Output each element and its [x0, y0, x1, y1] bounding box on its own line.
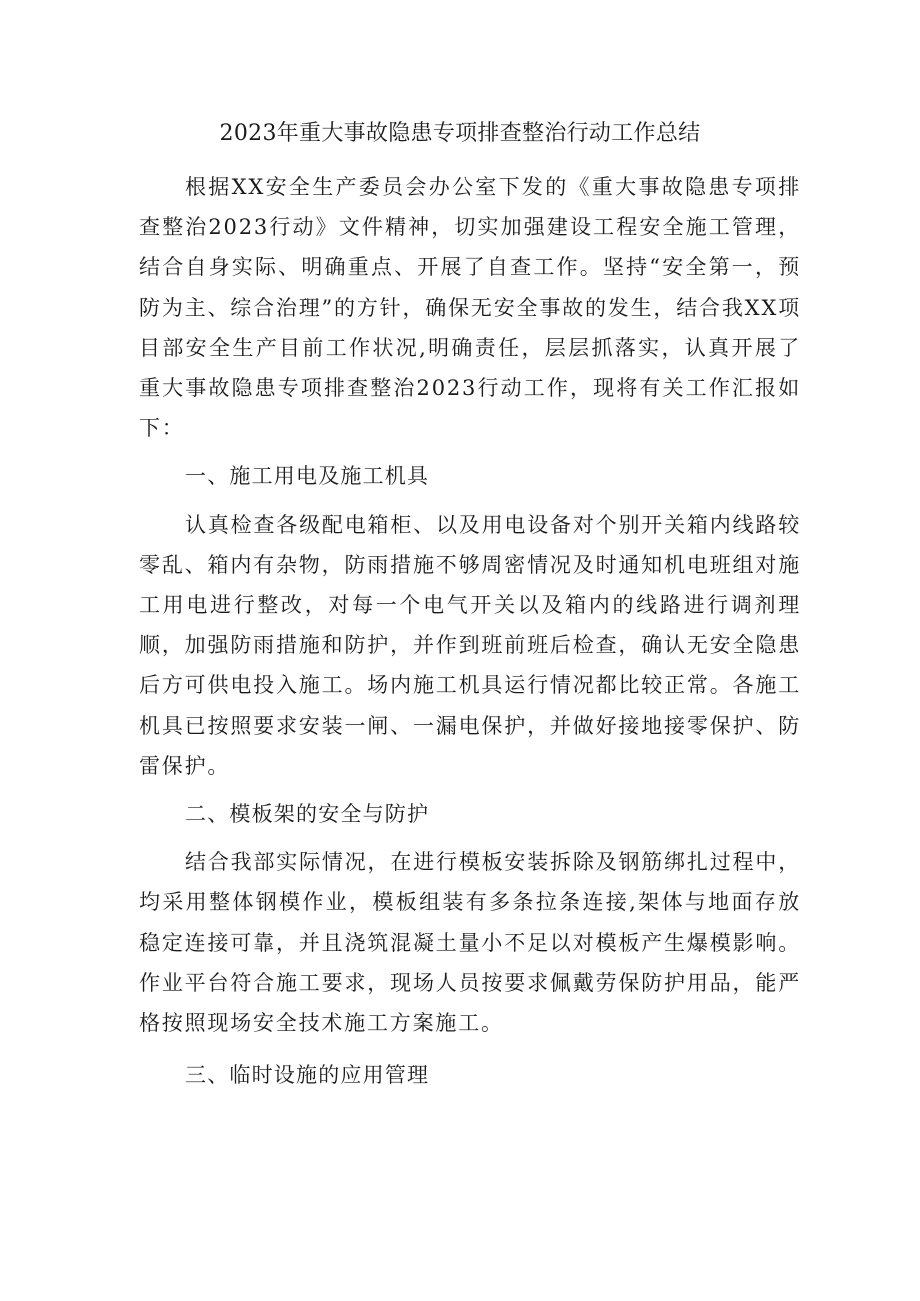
- section-1-paragraph: 认真检查各级配电箱柜、以及用电设备对个别开关箱内线路较零乱、箱内有杂物，防雨措施不够周密情况及时通知机电班组对施工用电进行整改，对每一个电气开关以及箱内的线路进行调剂理顺，加强防雨措施和防护，并作到班前班后检查，确认无安全隐患后方可供电投入施工。场内施工机具运行情况都比较正常。各施工机具已按照要求安装一闸、一漏电保护，并做好接地接零保护、防雷保护。: [139, 512, 801, 778]
- section-1-heading: 一、施工用电及施工机具: [185, 464, 430, 489]
- section-2-paragraph: 结合我部实际情况，在进行模板安装拆除及钢筋绑扎过程中，均采用整体钢模作业，模板组装有多条拉条连接,架体与地面存放稳定连接可靠，并且浇筑混凝土量小不足以对模板产生爆模影响。作业平台符合施工要求，现场人员按要求佩戴劳保防护用品，能严格按照现场安全技术施工方案施工。: [139, 850, 801, 1036]
- section-3-heading: 三、临时设施的应用管理: [185, 1063, 430, 1088]
- document-body: [139, 167, 801, 1095]
- intro-paragraph: 根据XX安全生产委员会办公室下发的《重大事故隐患专项排查整治2023行动》文件精神，切实加强建设工程安全施工管理，结合自身实际、明确重点、开展了自查工作。坚持“安全第一，预防为主、综合治理”的方针，确保无安全事故的发生，结合我XX项目部安全生产目前工作状况,明确责任，层层抓落实，认真开展了重大事故隐患专项排查整治2023行动工作，现将有关工作汇报如下：: [139, 175, 801, 441]
- document-title: 2023年重大事故隐患专项排查整治行动工作总结: [219, 121, 701, 146]
- section-2-heading: 二、模板架的安全与防护: [185, 802, 430, 827]
